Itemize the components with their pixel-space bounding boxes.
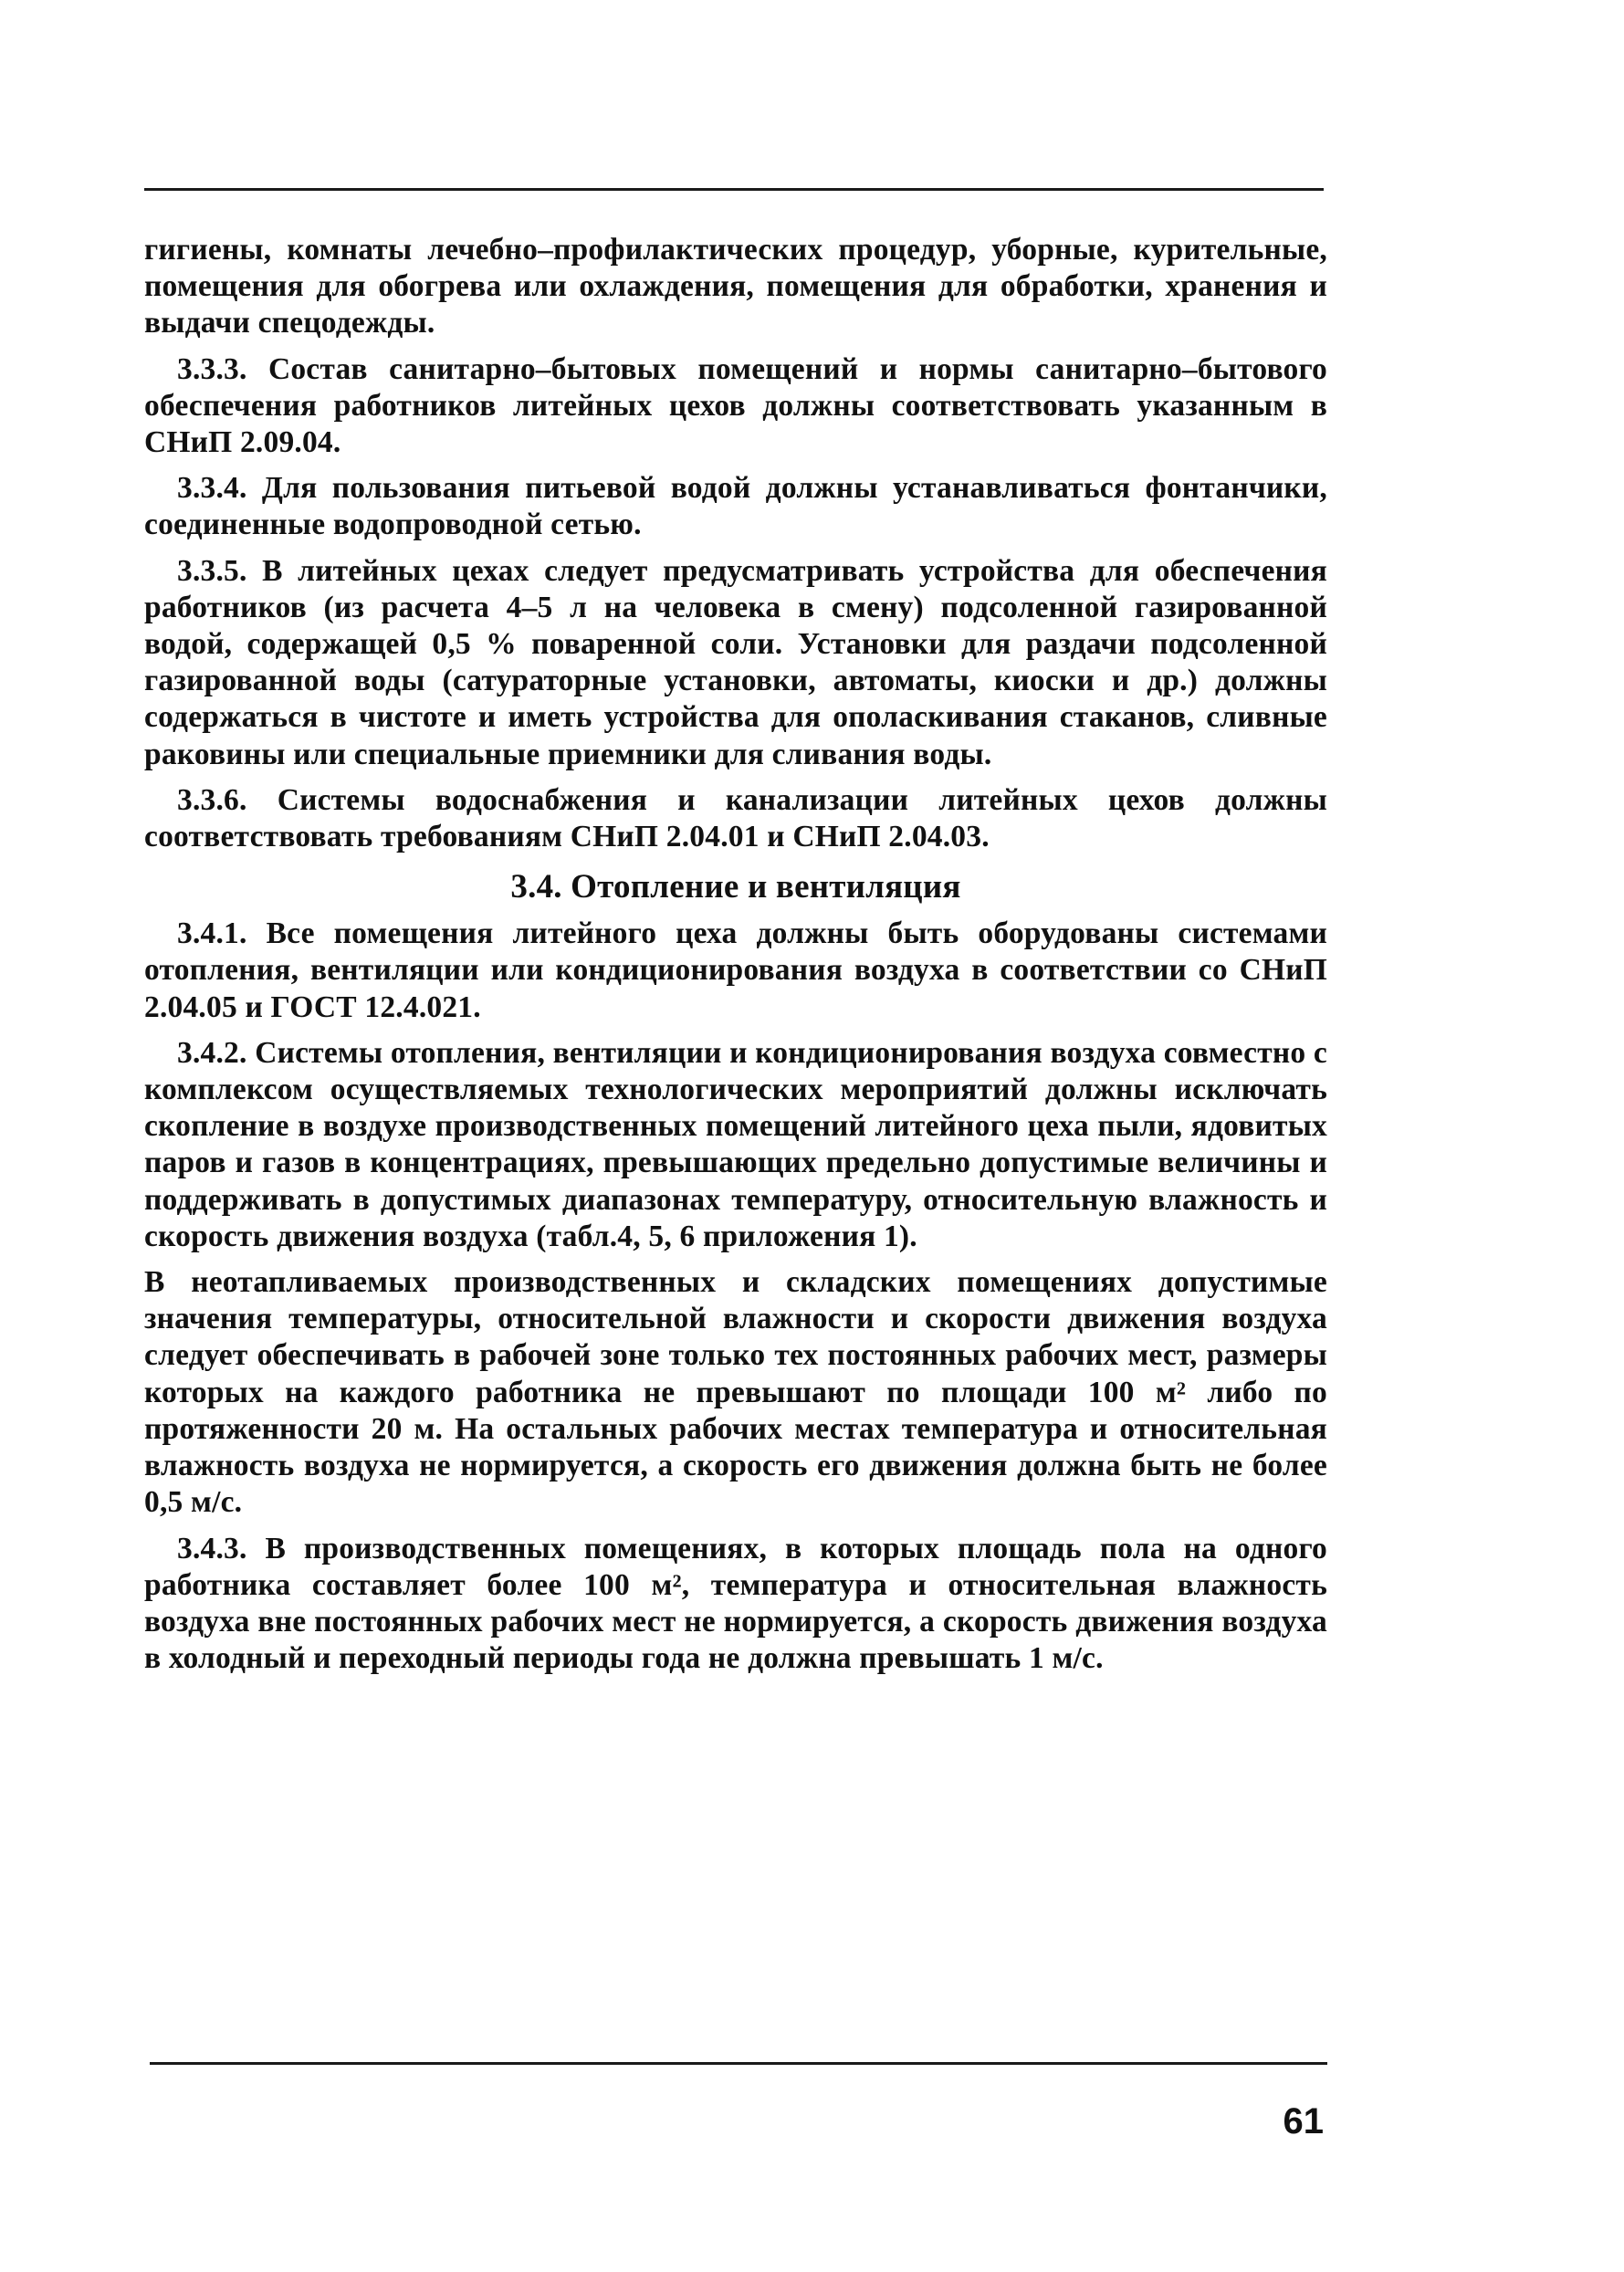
- page-number: 61: [1283, 2101, 1324, 2141]
- clause-3-4-3: 3.4.3. В производственных помещениях, в которых площадь пола на одного работника составляет более 100 м², температура и относительная влажность воздуха вне постоянных рабочих мест не нормируется, а скорость движения воздуха в холодный и переходный периоды года не должна превышать 1 м/с.: [144, 1531, 1327, 1676]
- continued-paragraph: гигиены, комнаты лечебно–профилактических процедур, уборные, курительные, помещения для обогрева или охлаждения, помещения для обработки, хранения и выдачи спецодежды.: [144, 233, 1327, 340]
- clause-3-3-4: 3.3.4. Для пользования питьевой водой должны устанавливаться фонтанчики, соединенные водопроводной сетью.: [144, 471, 1327, 542]
- bottom-divider: [150, 2062, 1327, 2065]
- top-divider: [144, 188, 1324, 191]
- section-heading: 3.4. Отопление и вентиляция: [510, 868, 961, 906]
- unheated-rooms-paragraph: В неотапливаемых производственных и складских помещениях допустимые значения температуры, относительной влажности и скорости движения воздуха следует обеспечивать в рабочей зоне только тех постоянных рабочих мест, размеры которых на каждого работника не превышают по площади 100 м² либо по протяженности 20 м. На остальных рабочих местах температура и относительная влажность воздуха не нормируется, а скорость его движения должна быть не более 0,5 м/с.: [144, 1265, 1327, 1520]
- clause-3-4-1: 3.4.1. Все помещения литейного цеха должны быть оборудованы системами отопления, вентиляции или кондиционирования воздуха в соответствии со СНиП 2.04.05 и ГОСТ 12.4.021.: [144, 916, 1327, 1024]
- clause-3-3-5: 3.3.5. В литейных цехах следует предусматривать устройства для обеспечения работников (из расчета 4–5 л на человека в смену) подсоленной газированной водой, содержащей 0,5 % поваренной соли. Установки для раздачи подсоленной газированной воды (сатураторные установки, автоматы, киоски и др.) должны содержаться в чистоте и иметь устройства для ополаскивания стаканов, сливные раковины или специальные приемники для сливания воды.: [144, 553, 1327, 771]
- clause-3-3-6: 3.3.6. Системы водоснабжения и канализации литейных цехов должны соответствовать требованиям СНиП 2.04.01 и СНиП 2.04.03.: [144, 782, 1327, 854]
- page-body: [144, 232, 1327, 1686]
- clause-3-3-3: 3.3.3. Состав санитарно–бытовых помещений и нормы санитарно–бытового обеспечения работников литейных цехов должны соответствовать указанным в СНиП 2.09.04.: [144, 351, 1327, 460]
- clause-3-4-2: 3.4.2. Системы отопления, вентиляции и кондиционирования воздуха совместно с комплексом осуществляемых технологических мероприятий должны исключать скопление в воздухе производственных помещений литейного цеха пыли, ядовитых паров и газов в концентрациях, превышающих предельно допустимые величины и поддерживать в допустимых диапазонах температуру, относительную влажность и скорость движения воздуха (табл.4, 5, 6 приложения 1).: [144, 1035, 1327, 1253]
